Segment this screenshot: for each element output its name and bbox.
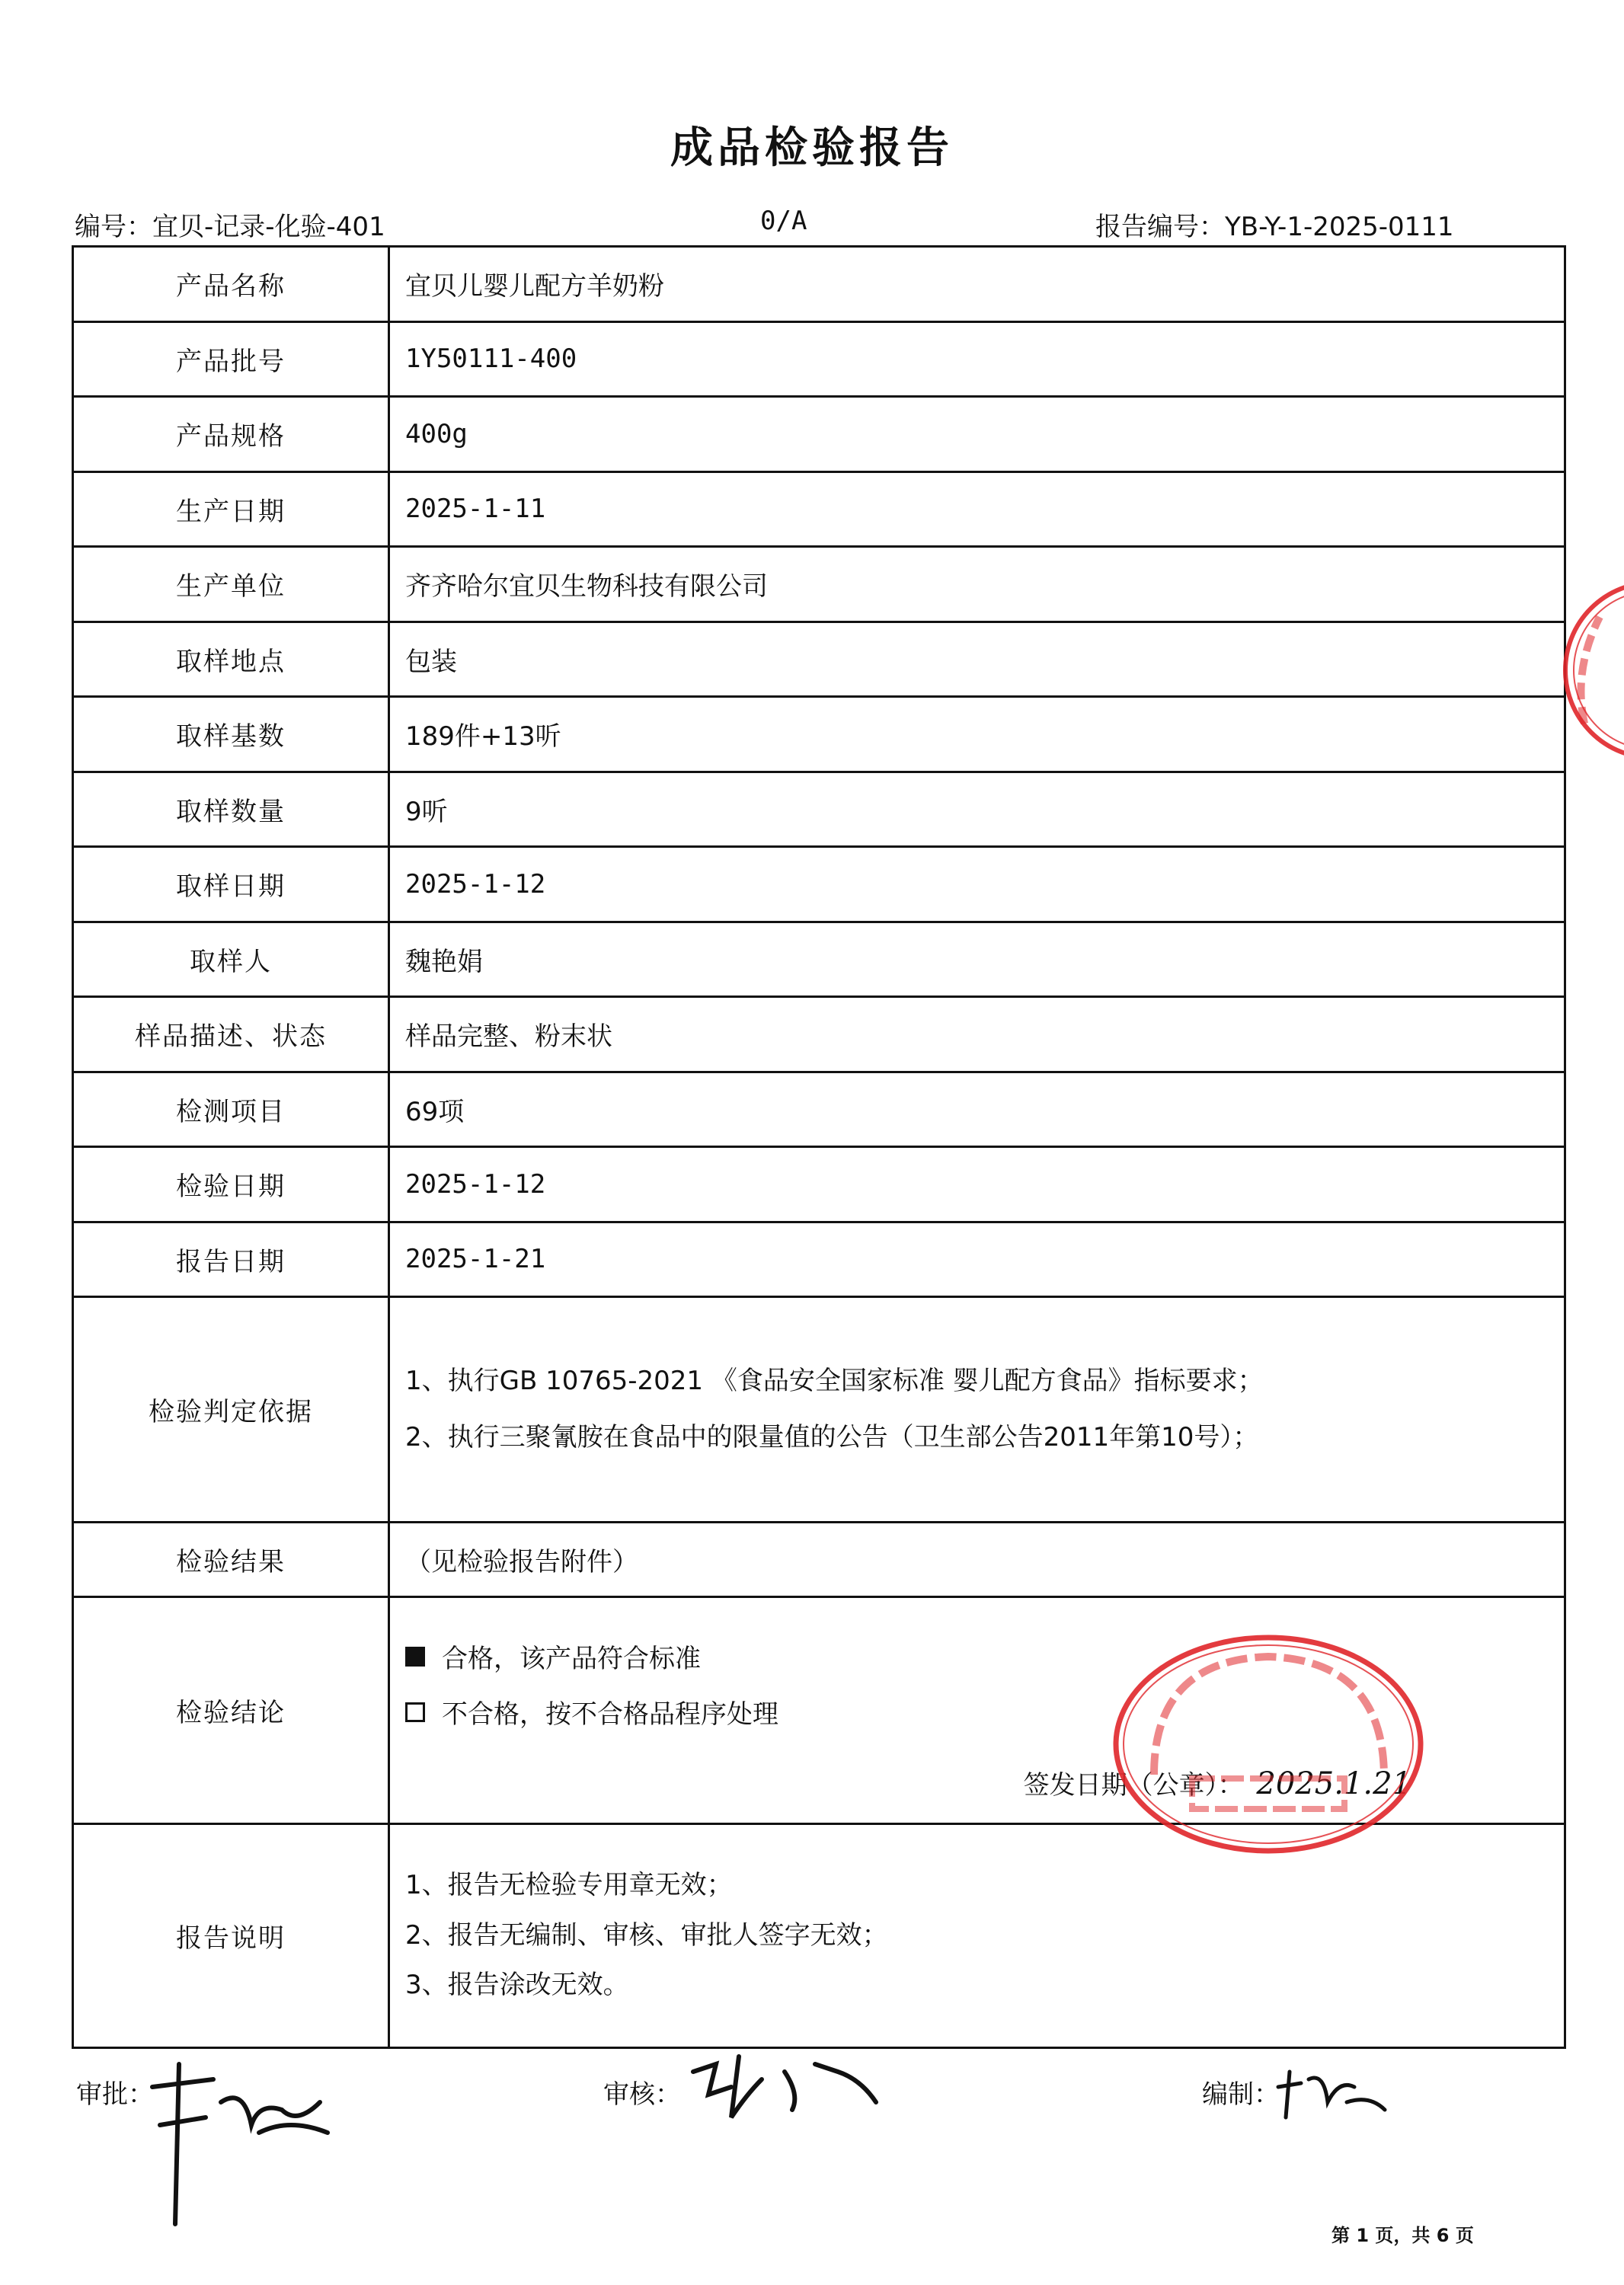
inspection-stamp-icon xyxy=(1108,1630,1428,1858)
row-label: 取样数量 xyxy=(73,772,389,847)
row-label: 样品描述、状态 xyxy=(73,997,389,1072)
notes-label: 报告说明 xyxy=(73,1824,389,2048)
sign-date-label: 签发日期（公章）： xyxy=(1023,1770,1244,1801)
reviewer-signature-icon xyxy=(686,2049,884,2133)
table-row xyxy=(73,547,1565,622)
row-label: 取样日期 xyxy=(73,847,389,922)
note-line: 3、报告涂改无效。 xyxy=(405,1970,629,2001)
note-line: 2、报告无编制、审核、审批人签字无效； xyxy=(405,1919,888,1951)
note-line: 1、报告无检验专用章无效； xyxy=(405,1870,733,1901)
row-value: 2025-1-21 xyxy=(389,1222,1565,1297)
document-version: 0/A xyxy=(760,206,807,236)
basis-label: 检验判定依据 xyxy=(73,1297,389,1523)
table-row xyxy=(73,247,1565,322)
table-row xyxy=(73,397,1565,472)
row-value: 宜贝儿婴儿配方羊奶粉 xyxy=(389,247,1565,322)
table-row xyxy=(73,847,1565,922)
row-value: 包装 xyxy=(389,622,1565,697)
document-number: 编号：宜贝-记录-化验-401 xyxy=(75,212,385,242)
table-row xyxy=(73,1222,1565,1297)
row-value: 69项 xyxy=(389,1072,1565,1147)
table-row xyxy=(73,772,1565,847)
row-value: 400g xyxy=(389,397,1565,472)
report-number: 报告编号：YB-Y-1-2025-0111 xyxy=(1095,212,1454,242)
approver-signature-icon xyxy=(145,2056,343,2239)
report-title: 成品检验报告 xyxy=(670,123,954,173)
row-value: 189件+13听 xyxy=(389,697,1565,772)
table-row xyxy=(73,622,1565,697)
row-label: 生产单位 xyxy=(73,547,389,622)
row-label: 检验日期 xyxy=(73,1147,389,1222)
row-value: 2025-1-12 xyxy=(389,1147,1565,1222)
table-row xyxy=(73,997,1565,1072)
result-label: 检验结果 xyxy=(73,1523,389,1597)
prepare-label: 编制： xyxy=(1202,2079,1280,2110)
table-row xyxy=(73,321,1565,397)
table-row xyxy=(73,1072,1565,1147)
row-value: 齐齐哈尔宜贝生物科技有限公司 xyxy=(389,547,1565,622)
row-label: 生产日期 xyxy=(73,471,389,547)
preparer-signature-icon xyxy=(1271,2056,1392,2133)
basis-line: 2、执行三聚氰胺在食品中的限量值的公告（卫生部公告2011年第10号）； xyxy=(405,1421,1259,1452)
row-label: 取样地点 xyxy=(73,622,389,697)
checked-box-icon xyxy=(405,1647,425,1667)
row-label: 报告日期 xyxy=(73,1222,389,1297)
result-row xyxy=(73,1523,1565,1597)
pass-text: 合格，该产品符合标准 xyxy=(442,1644,701,1674)
table-row xyxy=(73,922,1565,997)
row-label: 产品规格 xyxy=(73,397,389,472)
result-value: （见检验报告附件） xyxy=(389,1523,1565,1597)
basis-value xyxy=(389,1297,1565,1523)
fail-option xyxy=(405,1693,778,1731)
page-info: 第 1 页，共 6 页 xyxy=(1331,2225,1474,2246)
row-value: 1Y50111-400 xyxy=(389,321,1565,397)
sign-date-handwriting: 2025.1.21 xyxy=(1256,1766,1411,1801)
row-value: 样品完整、粉末状 xyxy=(389,997,1565,1072)
edge-stamp-icon xyxy=(1554,579,1624,762)
row-value: 2025-1-12 xyxy=(389,847,1565,922)
approve-label: 审批： xyxy=(76,2079,154,2110)
pass-option xyxy=(405,1638,778,1675)
fail-text: 不合格，按不合格品程序处理 xyxy=(442,1699,778,1730)
row-value: 2025-1-11 xyxy=(389,471,1565,547)
conclusion-label: 检验结论 xyxy=(73,1597,389,1824)
table-row xyxy=(73,1147,1565,1222)
row-label: 取样人 xyxy=(73,922,389,997)
row-value: 魏艳娟 xyxy=(389,922,1565,997)
table-row xyxy=(73,471,1565,547)
row-label: 检测项目 xyxy=(73,1072,389,1147)
review-label: 审核： xyxy=(603,2079,681,2110)
unchecked-box-icon xyxy=(405,1702,425,1722)
row-label: 取样基数 xyxy=(73,697,389,772)
row-label: 产品批号 xyxy=(73,321,389,397)
basis-line: 1、执行GB 10765-2021 《食品安全国家标准 婴儿配方食品》指标要求； xyxy=(405,1365,1264,1396)
table-row xyxy=(73,697,1565,772)
row-label: 产品名称 xyxy=(73,247,389,322)
row-value: 9听 xyxy=(389,772,1565,847)
basis-row xyxy=(73,1297,1565,1523)
